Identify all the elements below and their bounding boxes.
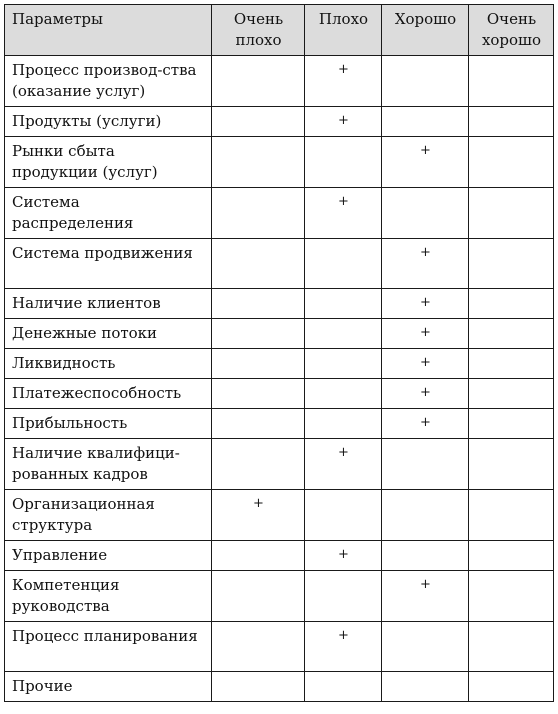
- table-row: [5, 409, 554, 439]
- cell-bad: [305, 137, 382, 188]
- row-label: Прочие: [5, 672, 212, 702]
- cell-very-bad: [212, 107, 305, 137]
- cell-bad: [305, 239, 382, 289]
- cell-very-good: [469, 107, 554, 137]
- cell-very-good: [469, 571, 554, 622]
- cell-bad: +: [305, 56, 382, 107]
- row-label: Платежеспособность: [5, 379, 212, 409]
- header-very-bad: Очень плохо: [212, 5, 305, 56]
- table-row: [5, 56, 554, 107]
- cell-very-good: [469, 622, 554, 672]
- header-good: Хорошо: [382, 5, 469, 56]
- cell-bad: +: [305, 541, 382, 571]
- cell-good: [382, 541, 469, 571]
- cell-very-good: [469, 56, 554, 107]
- table-row: [5, 289, 554, 319]
- cell-bad: +: [305, 622, 382, 672]
- cell-bad: +: [305, 188, 382, 239]
- table-row: [5, 541, 554, 571]
- row-label: Организационная структура: [5, 490, 212, 541]
- table-row: [5, 107, 554, 137]
- cell-bad: [305, 319, 382, 349]
- cell-very-good: [469, 137, 554, 188]
- row-label: Прибыльность: [5, 409, 212, 439]
- table-row: [5, 622, 554, 672]
- cell-very-good: [469, 188, 554, 239]
- cell-very-good: [469, 289, 554, 319]
- cell-very-bad: +: [212, 490, 305, 541]
- cell-very-bad: [212, 622, 305, 672]
- cell-very-good: [469, 379, 554, 409]
- cell-very-bad: [212, 541, 305, 571]
- row-label: Наличие квалифици-рованных кадров: [5, 439, 212, 490]
- table-row: [5, 319, 554, 349]
- cell-very-bad: [212, 137, 305, 188]
- cell-good: +: [382, 319, 469, 349]
- cell-bad: [305, 490, 382, 541]
- table-row: [5, 239, 554, 289]
- row-label: Продукты (услуги): [5, 107, 212, 137]
- cell-very-good: [469, 409, 554, 439]
- cell-good: +: [382, 239, 469, 289]
- row-label: Процесс производ-ства (оказание услуг): [5, 56, 212, 107]
- cell-bad: +: [305, 107, 382, 137]
- cell-very-good: [469, 319, 554, 349]
- table-row: [5, 571, 554, 622]
- row-label: Денежные потоки: [5, 319, 212, 349]
- header-very-good: Очень хорошо: [469, 5, 554, 56]
- cell-good: +: [382, 289, 469, 319]
- table-row: [5, 379, 554, 409]
- cell-good: [382, 490, 469, 541]
- cell-very-bad: [212, 319, 305, 349]
- cell-good: +: [382, 409, 469, 439]
- table-row: [5, 137, 554, 188]
- table-row: [5, 672, 554, 702]
- cell-bad: [305, 571, 382, 622]
- row-label: Наличие клиентов: [5, 289, 212, 319]
- cell-bad: [305, 409, 382, 439]
- cell-good: [382, 56, 469, 107]
- header-row: [5, 5, 554, 56]
- cell-very-bad: [212, 56, 305, 107]
- cell-very-bad: [212, 571, 305, 622]
- cell-good: [382, 439, 469, 490]
- cell-very-bad: [212, 439, 305, 490]
- cell-very-good: [469, 541, 554, 571]
- row-label: Ликвидность: [5, 349, 212, 379]
- cell-bad: [305, 672, 382, 702]
- cell-good: [382, 188, 469, 239]
- cell-good: [382, 107, 469, 137]
- cell-very-bad: [212, 289, 305, 319]
- assessment-table: [4, 4, 554, 702]
- row-label: Компетенция руководства: [5, 571, 212, 622]
- cell-bad: [305, 349, 382, 379]
- header-parameters: Параметры: [5, 5, 212, 56]
- cell-very-good: [469, 490, 554, 541]
- row-label: Система продвижения: [5, 239, 212, 289]
- cell-good: +: [382, 137, 469, 188]
- cell-good: +: [382, 571, 469, 622]
- cell-very-bad: [212, 409, 305, 439]
- cell-good: [382, 622, 469, 672]
- cell-bad: [305, 379, 382, 409]
- cell-very-bad: [212, 349, 305, 379]
- cell-bad: +: [305, 439, 382, 490]
- table-row: [5, 349, 554, 379]
- cell-good: [382, 672, 469, 702]
- table-row: [5, 439, 554, 490]
- cell-very-bad: [212, 239, 305, 289]
- cell-very-bad: [212, 672, 305, 702]
- cell-very-bad: [212, 188, 305, 239]
- table-row: [5, 490, 554, 541]
- cell-very-good: [469, 349, 554, 379]
- header-bad: Плохо: [305, 5, 382, 56]
- row-label: Система распределения: [5, 188, 212, 239]
- cell-very-good: [469, 672, 554, 702]
- cell-bad: [305, 289, 382, 319]
- cell-very-bad: [212, 379, 305, 409]
- cell-very-good: [469, 439, 554, 490]
- row-label: Рынки сбыта продукции (услуг): [5, 137, 212, 188]
- table-row: [5, 188, 554, 239]
- cell-very-good: [469, 239, 554, 289]
- cell-good: +: [382, 349, 469, 379]
- row-label: Процесс планирования: [5, 622, 212, 672]
- cell-good: +: [382, 379, 469, 409]
- row-label: Управление: [5, 541, 212, 571]
